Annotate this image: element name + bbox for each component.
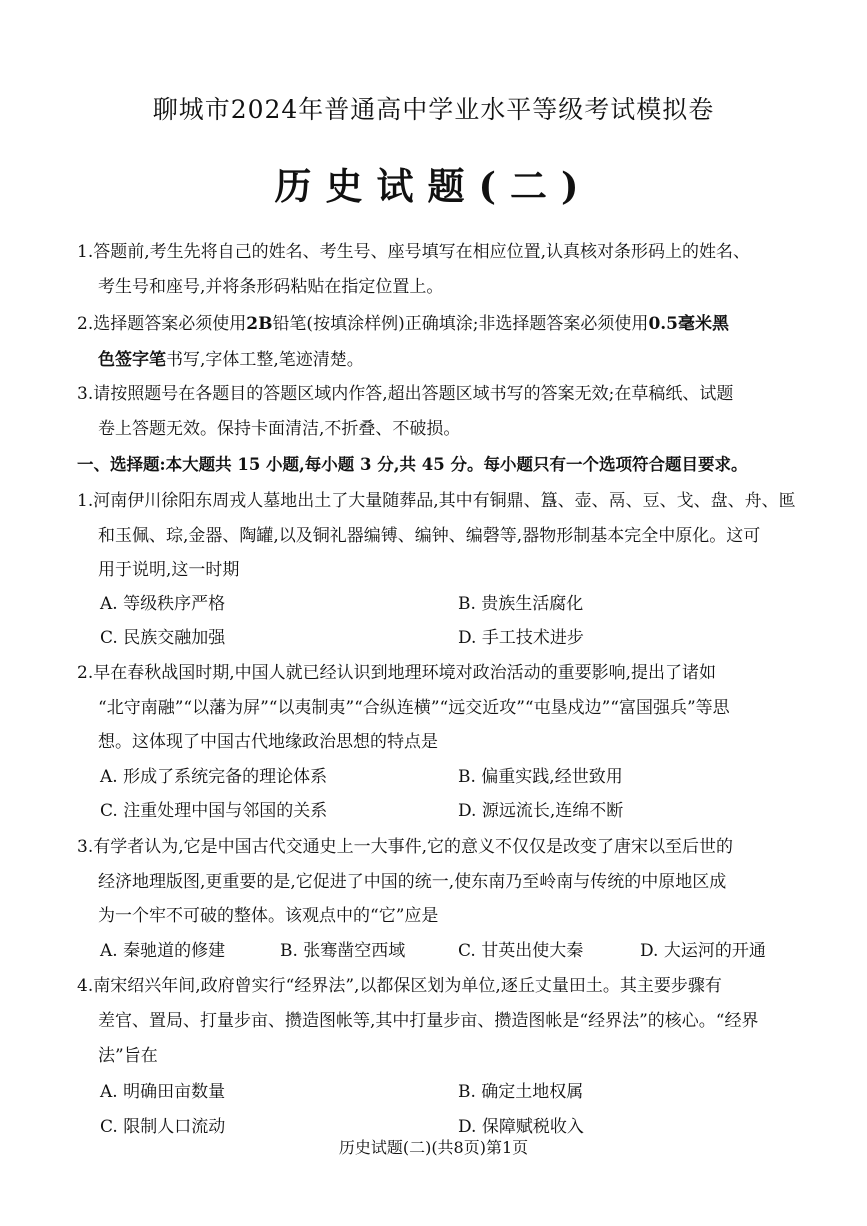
- instruction-text: 色签字笔: [98, 350, 166, 370]
- question-number: 1.: [77, 491, 94, 511]
- instruction-text: 答题前,考生先将自己的姓名、考生号、座号填写在相应位置,认真核对条形码上的姓名、: [93, 242, 751, 262]
- instruction-text: 选择题答案必须使用: [93, 314, 247, 334]
- question-number: 3.: [77, 837, 94, 857]
- question-4-option-d: D. 保障赋税收入: [458, 1117, 584, 1137]
- instruction-3-line-1: [77, 381, 733, 407]
- question-4-line-2: 差官、置局、打量步亩、攒造图帐等,其中打量步亩、攒造图帐是“经界法”的核心。“经界: [98, 1011, 759, 1031]
- pencil-spec: 2B: [246, 314, 273, 334]
- question-text: 南宋绍兴年间,政府曾实行“经界法”,以都保区划为单位,逐丘丈量田土。其主要步骤有: [93, 976, 722, 996]
- instruction-text: 毫米黑: [678, 314, 730, 334]
- question-4-option-b: B. 确定土地权属: [458, 1082, 584, 1102]
- question-2-option-b: B. 偏重实践,经世致用: [458, 767, 623, 787]
- question-3-option-c: C. 甘英出使大秦: [458, 941, 584, 961]
- question-4-line-3: 法”旨在: [98, 1046, 158, 1066]
- question-2-option-c: C. 注重处理中国与邻国的关系: [100, 801, 328, 821]
- question-1-line-3: 用于说明,这一时期: [98, 560, 240, 580]
- question-1-option-d: D. 手工技术进步: [458, 628, 584, 648]
- question-2-line-3: 想。这体现了中国古代地缘政治思想的特点是: [98, 732, 438, 752]
- pen-spec: 0.5: [648, 314, 679, 334]
- instruction-number: 1.: [77, 242, 94, 262]
- question-3-line-3: 为一个牢不可破的整体。该观点中的“它”应是: [98, 906, 439, 926]
- question-1-line-2: 和玉佩、琮,金器、陶罐,以及铜礼器编镈、编钟、编磬等,器物形制基本完全中原化。这可: [98, 526, 761, 546]
- question-2-option-d: D. 源远流长,连绵不断: [458, 801, 624, 821]
- instruction-3-line-2: 卷上答题无效。保持卡面清洁,不折叠、不破损。: [98, 419, 461, 439]
- instruction-text: 请按照题号在各题目的答题区域内作答,超出答题区域书写的答案无效;在草稿纸、试题: [93, 384, 734, 404]
- section-heading: 一、选择题:本大题共 15 小题,每小题 3 分,共 45 分。每小题只有一个选项符合题目要求。: [77, 455, 748, 474]
- question-2-line-1: [77, 660, 716, 686]
- question-3-option-b: B. 张骞凿空西域: [280, 941, 406, 961]
- question-text: 有学者认为,它是中国古代交通史上一大事件,它的意义不仅仅是改变了唐宋以至后世的: [93, 837, 734, 857]
- question-3-line-1: [77, 834, 733, 860]
- question-4-line-1: [77, 973, 722, 999]
- page-footer: 历史试题(二)(共8页)第1页: [338, 1138, 529, 1157]
- question-3-option-a: A. 秦驰道的修建: [100, 941, 226, 961]
- question-4-option-c: C. 限制人口流动: [100, 1117, 226, 1137]
- question-text: 河南伊川徐阳东周戎人墓地出土了大量随葬品,其中有铜鼎、簋、壶、鬲、豆、戈、盘、舟、匜: [93, 491, 796, 511]
- instruction-number: 3.: [77, 384, 94, 404]
- instruction-1-line-2: 考生号和座号,并将条形码粘贴在指定位置上。: [98, 277, 444, 297]
- question-3-option-d: D. 大运河的开通: [640, 941, 766, 961]
- instruction-text: 书写,字体工整,笔迹清楚。: [166, 350, 364, 370]
- question-4-option-a: A. 明确田亩数量: [100, 1082, 226, 1102]
- question-1-line-1: [77, 488, 796, 514]
- question-text: 早在春秋战国时期,中国人就已经认识到地理环境对政治活动的重要影响,提出了诸如: [93, 663, 717, 683]
- question-1-option-c: C. 民族交融加强: [100, 628, 226, 648]
- question-1-option-b: B. 贵族生活腐化: [458, 594, 584, 614]
- instruction-2-line-2: [98, 347, 364, 373]
- instruction-number: 2.: [77, 314, 94, 334]
- question-1-option-a: A. 等级秩序严格: [100, 594, 226, 614]
- question-2-option-a: A. 形成了系统完备的理论体系: [100, 767, 328, 787]
- exam-header-title: 聊城市2024年普通高中学业水平等级考试模拟卷: [152, 95, 715, 124]
- instruction-2-line-1: [77, 311, 729, 337]
- question-number: 4.: [77, 976, 94, 996]
- question-number: 2.: [77, 663, 94, 683]
- question-2-line-2: “北守南融”“以藩为屏”“以夷制夷”“合纵连横”“远交近攻”“屯垦戍边”“富国强兵”等思: [98, 698, 730, 718]
- instruction-text: 铅笔(按填涂样例)正确填涂;非选择题答案必须使用: [272, 314, 649, 334]
- question-3-line-2: 经济地理版图,更重要的是,它促进了中国的统一,使东南乃至岭南与传统的中原地区成: [98, 872, 727, 892]
- subject-title: 历史试题(二): [274, 164, 593, 208]
- instruction-1-line-1: [77, 239, 750, 265]
